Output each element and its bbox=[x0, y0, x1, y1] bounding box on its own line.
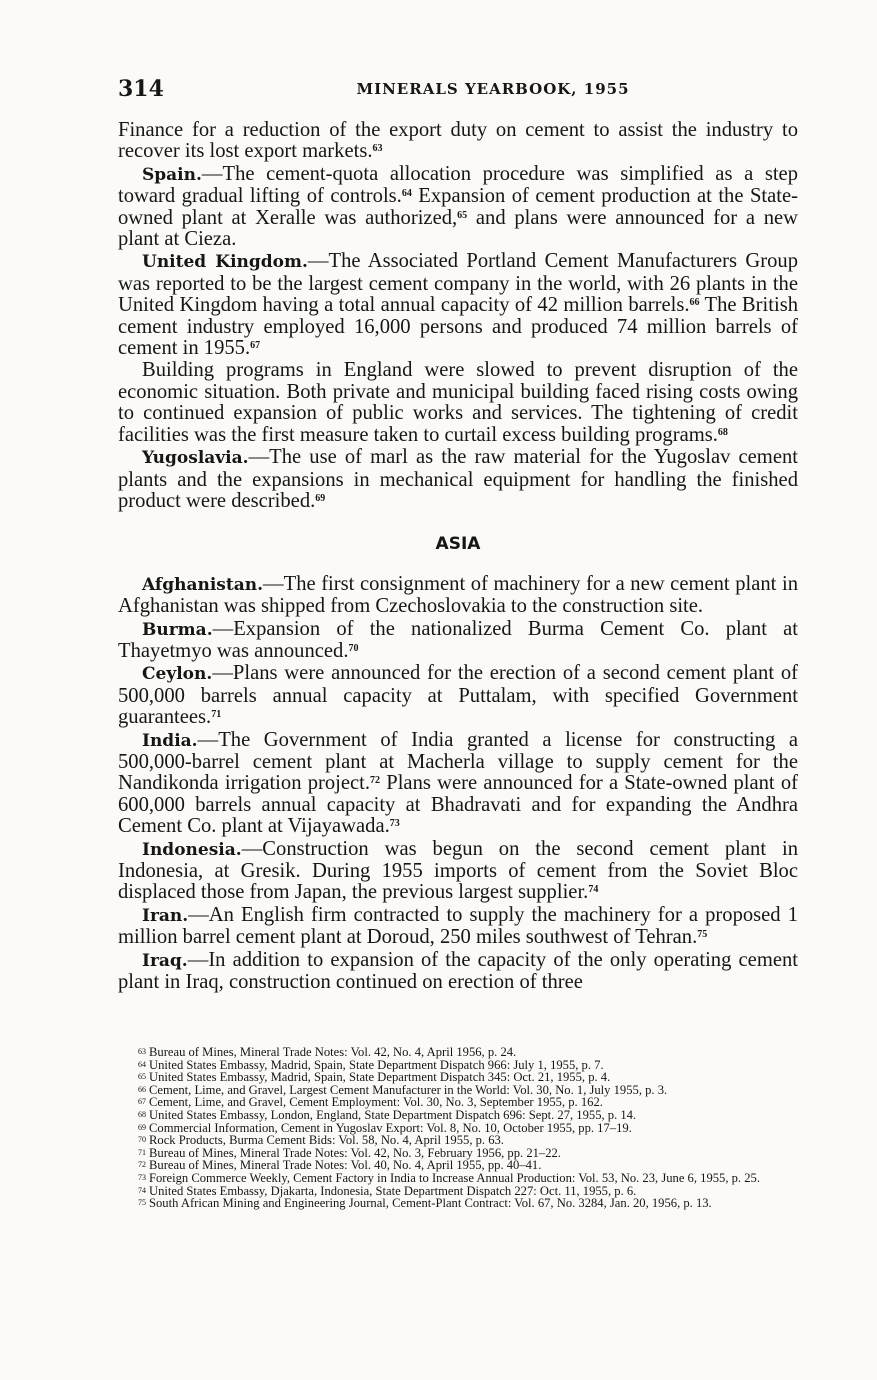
footnote-mark: 67 bbox=[138, 1097, 146, 1107]
paragraph bbox=[118, 905, 798, 949]
footnote-ref: 71 bbox=[211, 709, 222, 721]
footnotes bbox=[118, 1046, 798, 1210]
footnote-mark: 66 bbox=[138, 1084, 146, 1094]
footnote-mark: 75 bbox=[138, 1198, 146, 1208]
footnote-text: United States Embassy, London, England, State Department Dispatch 696: Sept. 27, 1955, p. 14. bbox=[149, 1107, 637, 1122]
paragraph-text: —In addition to expansion of the capacity of the only operating cement plant in Iraq, construction continued on erection of three bbox=[118, 948, 798, 994]
footnote-ref: 63 bbox=[372, 143, 383, 155]
paragraph bbox=[118, 730, 798, 838]
footnote-ref: 65 bbox=[457, 209, 468, 221]
footnote-text: Cement, Lime, and Gravel, Cement Employment: Vol. 30, No. 3, September 1955, p. 162. bbox=[149, 1095, 603, 1110]
footnote-mark: 74 bbox=[138, 1185, 146, 1195]
page bbox=[118, 72, 798, 994]
footnote-ref: 75 bbox=[697, 929, 708, 941]
paragraph-lead: Yugoslavia. bbox=[142, 448, 249, 469]
footnote-mark: 63 bbox=[138, 1047, 146, 1056]
footnote-mark: 73 bbox=[138, 1172, 146, 1182]
paragraph-text: Plans were announced for a State-owned plant of 600,000 barrels annual capacity at Bhadravati and for expanding the Andhra Cement Co. plant at Vijayawada. bbox=[118, 772, 798, 838]
footnote-ref: 72 bbox=[370, 775, 381, 787]
footnote-ref: 68 bbox=[717, 426, 728, 438]
paragraph bbox=[118, 120, 798, 163]
paragraph-lead: India. bbox=[142, 730, 198, 751]
paragraph-lead: United Kingdom. bbox=[142, 252, 308, 273]
paragraph bbox=[118, 950, 798, 994]
footnote-text: Rock Products, Burma Cement Bids: Vol. 58, No. 4, April 1955, p. 63. bbox=[149, 1133, 504, 1148]
footnote-text: United States Embassy, Madrid, Spain, State Department Dispatch 966: July 1, 1955, p. 7. bbox=[149, 1057, 604, 1072]
footnote-ref: 67 bbox=[250, 340, 261, 352]
paragraph-text: —The cement-quota allocation procedure was simplified as a step toward gradual lifting of controls. bbox=[118, 162, 798, 208]
paragraph-text: —An English firm contracted to supply the machinery for a proposed 1 million barrel cement plant at Doroud, 250 miles southwest of Tehran. bbox=[118, 903, 798, 949]
footnote-text: United States Embassy, Madrid, Spain, State Department Dispatch 345: Oct. 21, 1955, p. 4. bbox=[149, 1070, 611, 1085]
footnote-ref: 66 bbox=[689, 297, 700, 309]
paragraph-lead: Iraq. bbox=[142, 950, 188, 971]
footnote-text: Bureau of Mines, Mineral Trade Notes: Vol. 42, No. 3, February 1956, pp. 21–22. bbox=[149, 1145, 561, 1160]
europe-paragraphs bbox=[118, 120, 798, 512]
footnote-mark: 70 bbox=[138, 1135, 146, 1145]
footnote-mark: 72 bbox=[138, 1160, 146, 1170]
paragraph-text: —The Government of India granted a license for constructing a 500,000-barrel cement plant at Macherla village to supply cement for the Nandikonda irrigation project. bbox=[118, 728, 798, 795]
footnote-text: Foreign Commerce Weekly, Cement Factory in India to Increase Annual Production: Vol. 53, No. 23, June 6, 1955, p. 25. bbox=[149, 1170, 760, 1185]
footnote-text: United States Embassy, Djakarta, Indonesia, State Department Dispatch 227: Oct. 11, 1955, p. 6. bbox=[149, 1183, 637, 1198]
paragraph-text: Finance for a reduction of the export duty on cement to assist the industry to recover its lost export markets. bbox=[118, 119, 798, 163]
page-number: 314 bbox=[118, 76, 164, 102]
paragraph-text: —The use of marl as the raw material for the Yugoslav cement plants and the expansions in mechanical equipment for handling the finished product were described. bbox=[118, 446, 798, 512]
paragraph bbox=[118, 839, 798, 904]
paragraph-text: —The Associated Portland Cement Manufacturers Group was reported to be the largest cement company in the world, with 26 plants in the United Kingdom having a total annual capacity of 42 million barrels. bbox=[118, 250, 798, 317]
paragraph-text: —Construction was begun on the second cement plant in Indonesia, at Gresik. During 1955 imports of cement from the Soviet Bloc displaced those from Japan, the previous largest supplier. bbox=[118, 837, 798, 904]
footnote bbox=[118, 1197, 798, 1210]
footnote-mark: 68 bbox=[138, 1109, 146, 1119]
body-text bbox=[118, 120, 798, 993]
running-title: MINERALS YEARBOOK, 1955 bbox=[356, 80, 630, 98]
running-head bbox=[118, 72, 798, 102]
paragraph bbox=[118, 619, 798, 663]
footnote-text: Commercial Information, Cement in Yugoslav Export: Vol. 8, No. 10, October 1955, pp. 17–19. bbox=[149, 1120, 632, 1135]
footnote-text: Bureau of Mines, Mineral Trade Notes: Vol. 42, No. 4, April 1956, p. 24. bbox=[149, 1045, 517, 1059]
paragraph bbox=[118, 447, 798, 512]
paragraph bbox=[118, 251, 798, 359]
footnote-mark: 71 bbox=[138, 1147, 146, 1157]
paragraph-text: The British cement industry employed 16,000 persons and produced 74 million barrels of cement in 1955. bbox=[118, 294, 799, 360]
paragraph bbox=[118, 360, 798, 446]
footnote-ref: 74 bbox=[588, 884, 599, 896]
footnote-text: South African Mining and Engineering Journal, Cement-Plant Contract: Vol. 67, No. 3284, Jan. 20, 1956, p. 13. bbox=[149, 1196, 712, 1211]
footnote-ref: 73 bbox=[389, 818, 400, 830]
footnote-text: Cement, Lime, and Gravel, Largest Cement Manufacturer in the World: Vol. 30, No. 1, July 1955, p. 3. bbox=[149, 1082, 668, 1097]
paragraph bbox=[118, 164, 798, 251]
paragraph-lead: Afghanistan. bbox=[142, 574, 264, 595]
footnote-mark: 69 bbox=[138, 1122, 146, 1132]
footnote-mark: 65 bbox=[138, 1072, 146, 1082]
paragraph-text: —The first consignment of machinery for a new cement plant in Afghanistan was shipped from Czechoslovakia to the construction site. bbox=[118, 572, 798, 618]
paragraph-lead: Ceylon. bbox=[142, 664, 213, 685]
paragraph-lead: Burma. bbox=[142, 619, 213, 640]
footnote-ref: 69 bbox=[315, 492, 326, 504]
paragraph-text: Building programs in England were slowed to prevent disruption of the economic situation. Both private and municipal building faced rising costs owing to continued expansion of public works and services. The tightening of credit facilities was the first measure taken to curtail excess building programs. bbox=[118, 359, 798, 446]
asia-paragraphs bbox=[118, 574, 798, 994]
paragraph bbox=[118, 663, 798, 728]
paragraph-text: and plans were announced for a new plant at Cieza. bbox=[118, 206, 799, 251]
footnote-mark: 64 bbox=[138, 1059, 146, 1069]
paragraph-text: —Expansion of the nationalized Burma Cement Co. plant at Thayetmyo was announced. bbox=[118, 617, 798, 662]
paragraph-lead: Spain. bbox=[142, 164, 202, 185]
paragraph-text: Expansion of cement production at the State-owned plant at Xeralle was authorized, bbox=[118, 185, 798, 229]
footnote-ref: 70 bbox=[348, 642, 359, 654]
footnote-text: Bureau of Mines, Mineral Trade Notes: Vol. 40, No. 4, April 1955, pp. 40–41. bbox=[149, 1158, 542, 1173]
paragraph-lead: Indonesia. bbox=[142, 839, 242, 860]
paragraph bbox=[118, 574, 798, 618]
paragraph-lead: Iran. bbox=[142, 905, 189, 926]
footnote-ref: 64 bbox=[401, 188, 412, 200]
section-heading-asia: ASIA bbox=[435, 534, 481, 555]
paragraph-text: —Plans were announced for the erection of a second cement plant of 500,000 barrels annual capacity at Puttalam, with specified Government guarantees. bbox=[118, 662, 798, 729]
